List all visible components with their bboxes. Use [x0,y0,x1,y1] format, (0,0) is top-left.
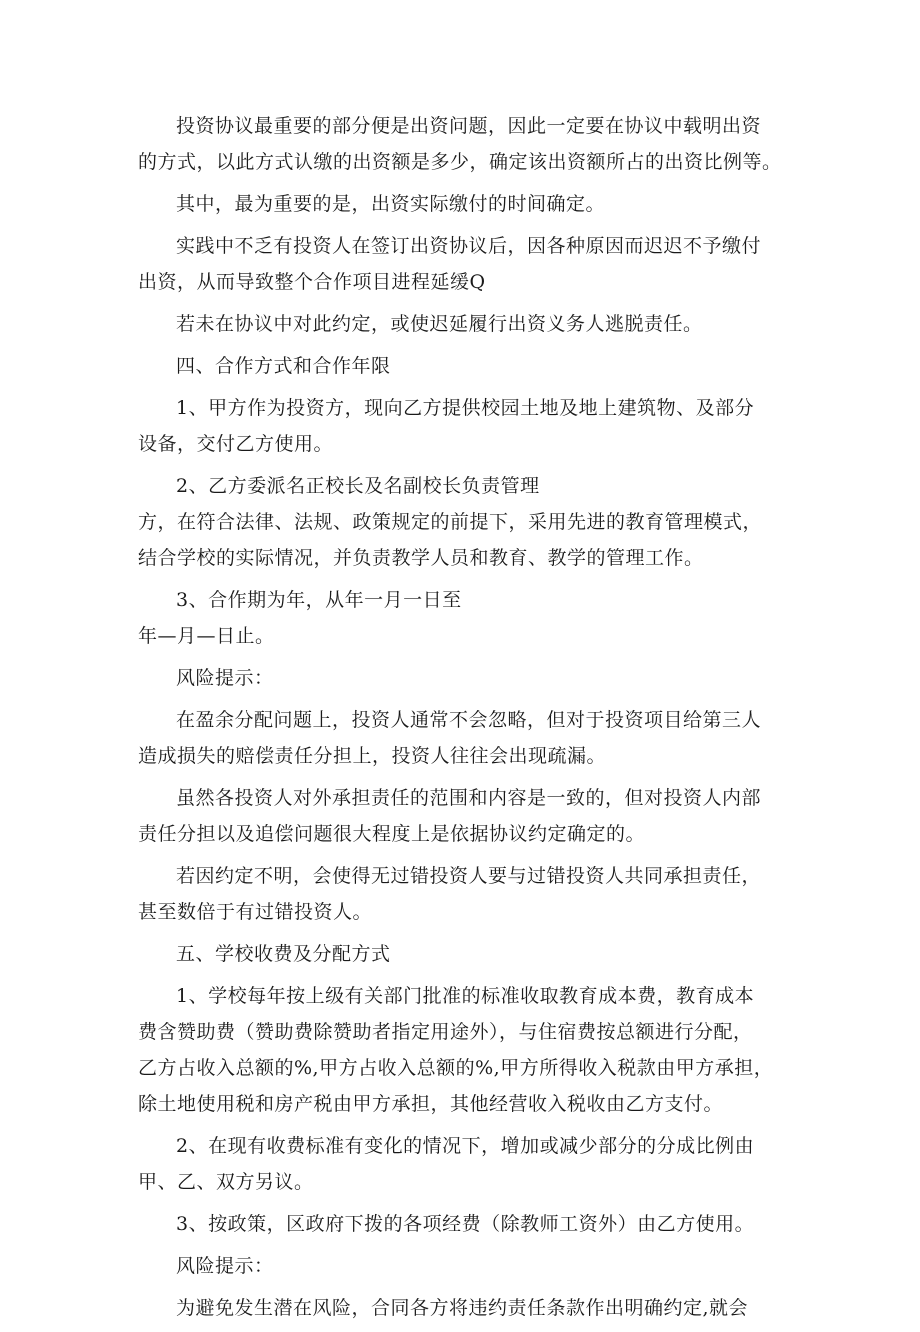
text-line: 2、乙方委派名正校长及名副校长负责管理 [176,475,540,497]
paragraph [138,306,788,342]
text-line: 2、在现有收费标准有变化的情况下，增加或减少部分的分成比例由 [176,1135,755,1157]
text-line: 设备，交付乙方使用。 [138,433,334,455]
text-line: 风险提示： [176,667,274,689]
text-line: 1、甲方作为投资方，现向乙方提供校园土地及地上建筑物、及部分 [176,397,755,419]
text-line: 造成损失的赔偿责任分担上，投资人往往会出现疏漏。 [138,745,607,767]
text-line: 在盈余分配问题上，投资人通常不会忽略，但对于投资项目给第三人 [176,709,762,731]
text-line: 3、合作期为年，从年一月一日至 [176,589,462,611]
text-line: 3、按政策，区政府下拨的各项经费（除教师工资外）由乙方使用。 [176,1213,755,1235]
text-line: 虽然各投资人对外承担责任的范围和内容是一致的，但对投资人内部 [176,787,762,809]
text-line: 1、学校每年按上级有关部门批准的标准收取教育成本费，教育成本 [176,985,755,1007]
paragraph [138,660,788,696]
text-line: 乙方占收入总额的%,甲方占收入总额的%,甲方所得收入税款由甲方承担， [138,1057,774,1079]
text-line: 除土地使用税和房产税由甲方承担，其他经营收入税收由乙方支付。 [138,1093,724,1115]
text-line: 的方式，以此方式认缴的出资额是多少，确定该出资额所占的出资比例等。 [138,151,782,173]
text-line: 若因约定不明，会使得无过错投资人要与过错投资人共同承担责任， [176,865,762,887]
text-line: 结合学校的实际情况，并负责教学人员和教育、教学的管理工作。 [138,547,704,569]
text-line: 为避免发生潜在风险，合同各方将违约责任条款作出明确约定,就会 [176,1297,749,1319]
paragraph [138,582,788,654]
paragraph [138,1290,788,1326]
paragraph [138,858,788,930]
paragraph [138,186,788,222]
document-body [138,108,788,1332]
paragraph [138,936,788,972]
paragraph [138,780,788,852]
text-line: 出资，从而导致整个合作项目进程延缓Q [138,271,486,293]
paragraph [138,390,788,462]
paragraph [138,468,788,576]
paragraph [138,108,788,180]
text-line: 实践中不乏有投资人在签订出资协议后，因各种原因而迟迟不予缴付 [176,235,762,257]
paragraph [138,978,788,1122]
paragraph [138,1248,788,1284]
text-line: 其中，最为重要的是，出资实际缴付的时间确定。 [176,193,606,215]
text-line: 责任分担以及追偿问题很大程度上是依据协议约定确定的。 [138,823,646,845]
text-line: 方，在符合法律、法规、政策规定的前提下，采用先进的教育管理模式， [138,511,763,533]
text-line: 四、合作方式和合作年限 [176,355,391,377]
text-line: 年—月—日止。 [138,625,275,647]
text-line: 投资协议最重要的部分便是出资问题，因此一定要在协议中载明出资 [176,115,762,137]
text-line: 甚至数倍于有过错投资人。 [138,901,373,923]
paragraph [138,702,788,774]
paragraph [138,1128,788,1200]
text-line: 费含赞助费（赞助费除赞助者指定用途外），与住宿费按总额进行分配， [138,1021,753,1043]
text-line: 若未在协议中对此约定，或使迟延履行出资义务人逃脱责任。 [176,313,703,335]
text-line: 五、学校收费及分配方式 [176,943,391,965]
text-line: 风险提示： [176,1255,274,1277]
paragraph [138,1206,788,1242]
paragraph [138,228,788,300]
paragraph [138,348,788,384]
text-line: 甲、乙、双方另议。 [138,1171,314,1193]
